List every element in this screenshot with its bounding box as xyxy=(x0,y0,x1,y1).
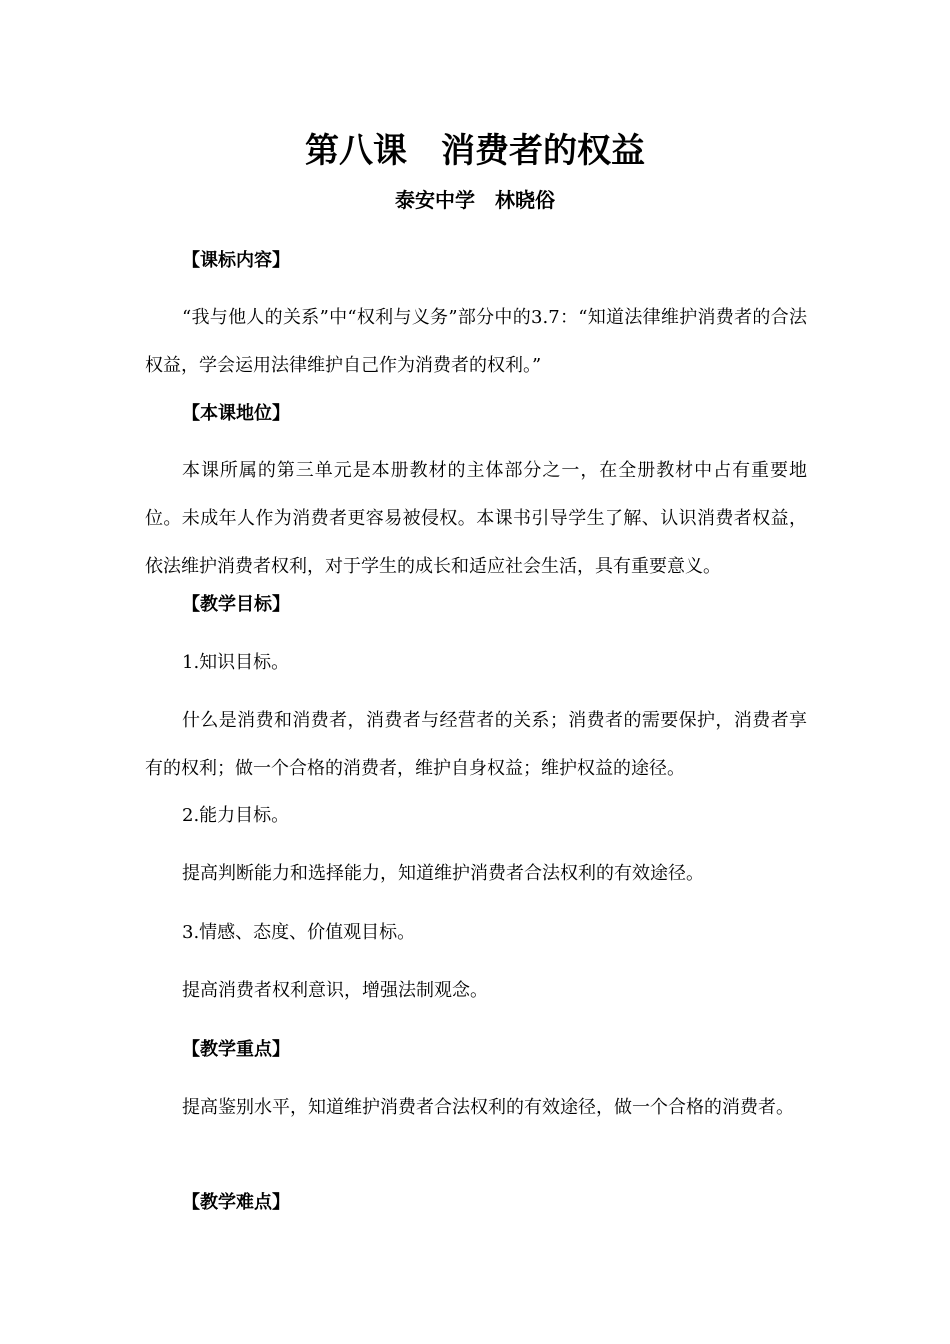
objective-emotion-title: 3.情感、态度、价值观目标。 xyxy=(182,922,416,943)
heading-objectives: 【教学目标】 xyxy=(182,594,290,615)
heading-position: 【本课地位】 xyxy=(182,403,290,424)
objective-ability-title: 2.能力目标。 xyxy=(182,805,290,826)
paragraph-knowledge: 什么是消费和消费者，消费者与经营者的关系；消费者的需要保护，消费者享有的权利；做一个合格的消费者，维护自身权益；维护权益的途径。 xyxy=(145,710,807,779)
paragraph-ability: 提高判断能力和选择能力，知道维护消费者合法权利的有效途径。 xyxy=(182,863,704,884)
page-title: 第八课 消费者的权益 xyxy=(305,131,645,171)
heading-key-points: 【教学重点】 xyxy=(182,1039,290,1060)
heading-curriculum: 【课标内容】 xyxy=(182,250,290,271)
paragraph-curriculum: “我与他人的关系”中“权利与义务”部分中的3.7：“知道法律维护消费者的合法权益，学会运用法律维护自己作为消费者的权利。” xyxy=(145,307,807,376)
paragraph-emotion: 提高消费者权利意识，增强法制观念。 xyxy=(182,980,488,1001)
paragraph-key-points: 提高鉴别水平，知道维护消费者合法权利的有效途径，做一个合格的消费者。 xyxy=(182,1097,794,1118)
objective-knowledge-title: 1.知识目标。 xyxy=(182,652,290,673)
heading-difficulties: 【教学难点】 xyxy=(182,1192,290,1213)
author-line: 泰安中学 林晓俗 xyxy=(395,188,555,212)
paragraph-position: 本课所属的第三单元是本册教材的主体部分之一，在全册教材中占有重要地位。未成年人作为消费者更容易被侵权。本课书引导学生了解、认识消费者权益，依法维护消费者权利，对于学生的成长和适应社会生活，具有重要意义。 xyxy=(145,460,807,577)
